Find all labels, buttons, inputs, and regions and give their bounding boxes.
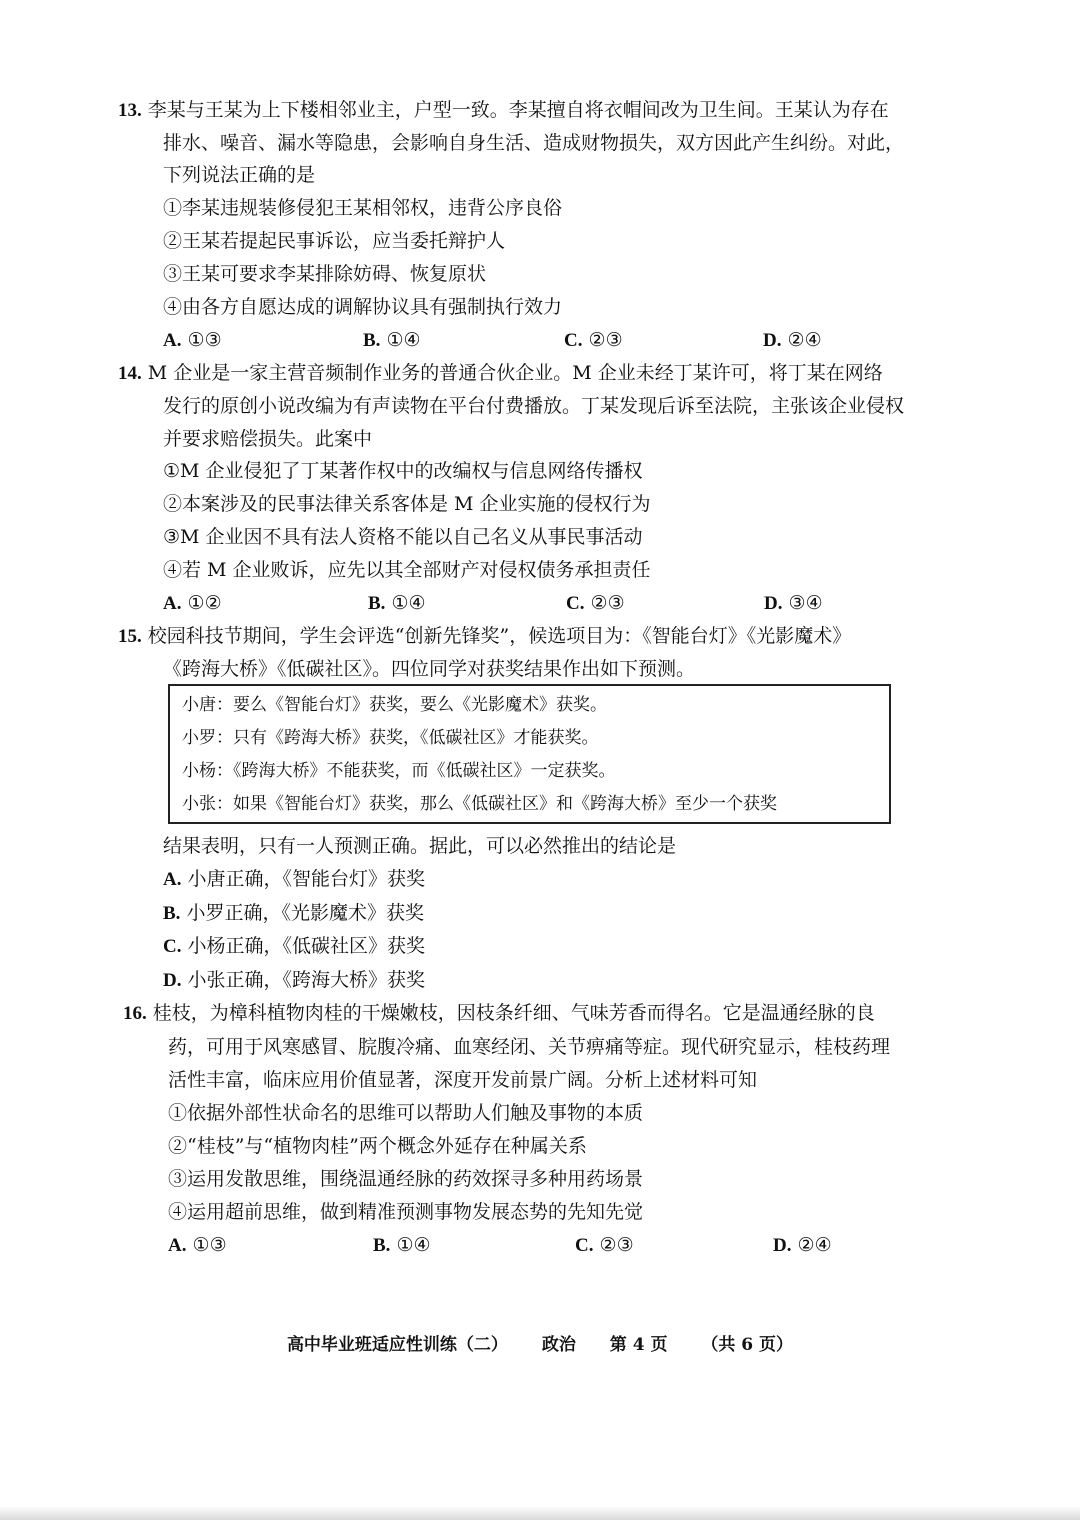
question-13-line-3: 下列说法正确的是 (163, 164, 316, 186)
options-row (163, 591, 923, 615)
question-16-line-3: 活性丰富，临床应用价值显著，深度开发前景广阔。分析上述材料可知 (168, 1069, 758, 1091)
scan-edge (0, 1506, 1080, 1520)
option-b: B. ①④ (373, 1234, 431, 1256)
footer-subject: 政治 (541, 1335, 576, 1355)
statement-3: ③运用发散思维，围绕温通经脉的药效探寻多种用药场景 (168, 1168, 644, 1190)
question-14-line-1: 14. M 企业是一家主营音频制作业务的普通合伙企业。M 企业未经丁某许可，将丁某在网络 (118, 362, 883, 384)
statement-2: ②“桂枝”与“植物肉桂”两个概念外延存在种属关系 (168, 1135, 587, 1157)
statement-4: ④运用超前思维，做到精准预测事物发展态势的先知先觉 (168, 1201, 644, 1223)
statement-1: ①依据外部性状命名的思维可以帮助人们触及事物的本质 (168, 1102, 644, 1124)
statement-4: ④由各方自愿达成的调解协议具有强制执行效力 (163, 296, 563, 318)
option-d: D. ②④ (763, 329, 822, 351)
prediction-box (168, 684, 891, 824)
option-a: A. 小唐正确，《智能台灯》获奖 (163, 868, 426, 890)
question-number: 15. (118, 626, 142, 647)
footer-total-pages: （共 6 页） (701, 1335, 794, 1355)
statement-4: ④若 M 企业败诉，应先以其全部财产对侵权债务承担责任 (163, 559, 651, 581)
option-a: A. ①② (163, 592, 222, 614)
option-c: C. 小杨正确，《低碳社区》获奖 (163, 935, 426, 957)
options-row (168, 1233, 928, 1257)
statement-1: ①M 企业侵犯了丁某著作权中的改编权与信息网络传播权 (163, 460, 643, 482)
question-number: 14. (118, 363, 142, 384)
prediction-xiaotang: 小唐：要么《智能台灯》获奖，要么《光影魔术》获奖。 (182, 695, 607, 715)
question-15-conclusion: 结果表明，只有一人预测正确。据此，可以必然推出的结论是 (163, 835, 677, 857)
prediction-xiaoyang: 小杨：《跨海大桥》不能获奖，而《低碳社区》一定获奖。 (182, 761, 616, 781)
option-b: B. ①④ (363, 329, 421, 351)
footer-exam-title: 高中毕业班适应性训练（二） (286, 1335, 508, 1355)
footer-page-number: 第 4 页 (609, 1335, 668, 1355)
prediction-xiaoluo: 小罗：只有《跨海大桥》获奖，《低碳社区》才能获奖。 (182, 728, 599, 748)
statement-3: ③M 企业因不具有法人资格不能以自己名义从事民事活动 (163, 526, 643, 548)
question-number: 16. (123, 1003, 147, 1024)
question-number: 13. (118, 100, 142, 121)
question-14-line-2: 发行的原创小说改编为有声读物在平台付费播放。丁某发现后诉至法院，主张该企业侵权 (163, 395, 905, 417)
option-d: D. ③④ (764, 592, 823, 614)
prediction-xiaozhang: 小张：如果《智能台灯》获奖，那么《低碳社区》和《跨海大桥》至少一个获奖 (182, 794, 777, 814)
question-15-line-2: 《跨海大桥》《低碳社区》。四位同学对获奖结果作出如下预测。 (163, 658, 696, 680)
question-15-line-1: 15. 校园科技节期间，学生会评选“创新先锋奖”，候选项目为：《智能台灯》《光影魔术》 (118, 625, 852, 647)
question-13-line-2: 排水、噪音、漏水等隐患，会影响自身生活、造成财物损失，双方因此产生纠纷。对此， (163, 132, 905, 154)
option-c: C. ②③ (564, 329, 623, 351)
option-c: C. ②③ (575, 1234, 634, 1256)
option-a: A. ①③ (168, 1234, 227, 1256)
statement-2: ②王某若提起民事诉讼，应当委托辩护人 (163, 230, 506, 252)
option-c: C. ②③ (566, 592, 625, 614)
question-14-line-3: 并要求赔偿损失。此案中 (163, 428, 373, 450)
question-13-line-1: 13. 李某与王某为上下楼相邻业主，户型一致。李某擅自将衣帽间改为卫生间。王某认为存在 (118, 99, 889, 121)
statement-3: ③王某可要求李某排除妨碍、恢复原状 (163, 263, 487, 285)
question-16-line-1: 16. 桂枝，为樟科植物肉桂的干燥嫩枝，因枝条纤细、气味芳香而得名。它是温通经脉的良 (123, 1002, 875, 1024)
option-b: B. ①④ (368, 592, 426, 614)
statement-1: ①李某违规装修侵犯王某相邻权，违背公序良俗 (163, 197, 563, 219)
statement-2: ②本案涉及的民事法律关系客体是 M 企业实施的侵权行为 (163, 493, 651, 515)
page-footer (0, 1334, 1080, 1356)
options-row (163, 328, 923, 352)
question-16-line-2: 药，可用于风寒感冒、脘腹冷痛、血寒经闭、关节痹痛等症。现代研究显示，桂枝药理 (168, 1036, 891, 1058)
option-b: B. 小罗正确，《光影魔术》获奖 (163, 902, 424, 924)
option-d: D. 小张正确，《跨海大桥》获奖 (163, 969, 426, 991)
option-a: A. ①③ (163, 329, 222, 351)
option-d: D. ②④ (773, 1234, 832, 1256)
